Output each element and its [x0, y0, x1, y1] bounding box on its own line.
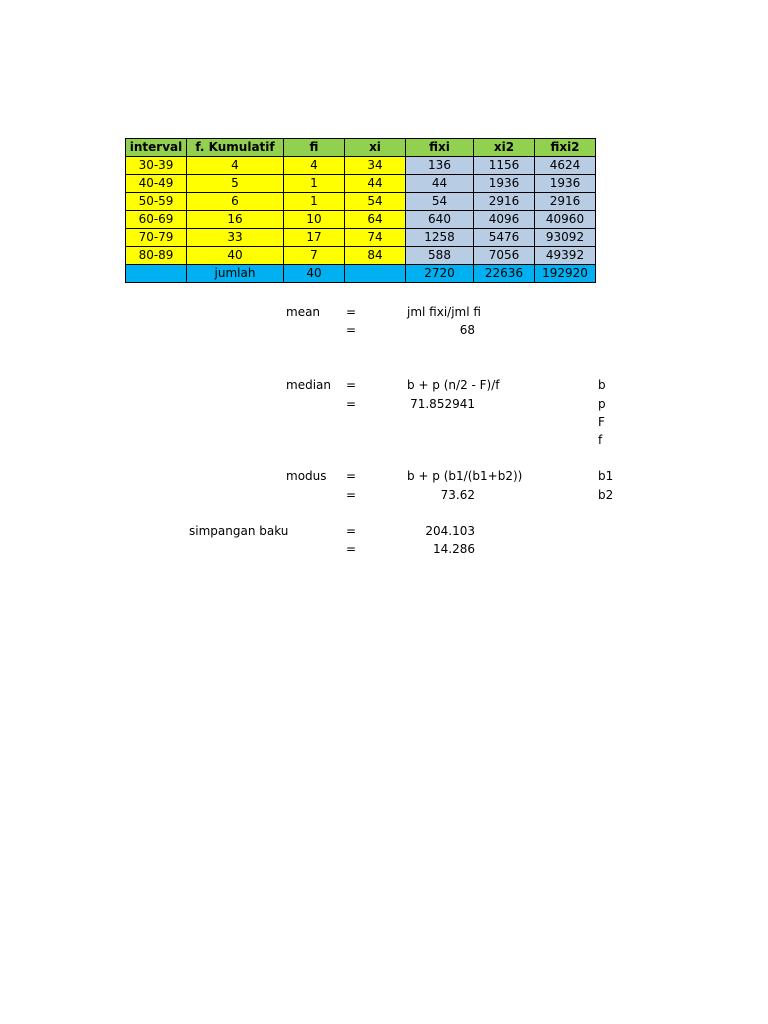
- cell: 30-39: [126, 157, 187, 175]
- cell: 4: [187, 157, 284, 175]
- total-fixi2: 192920: [535, 265, 596, 283]
- col-header-f-kumulatif: f. Kumulatif: [187, 139, 284, 157]
- cell: 40-49: [126, 175, 187, 193]
- mean-value: 68: [459, 323, 475, 337]
- cell: 640: [406, 211, 474, 229]
- median-value: 71.852941: [410, 397, 475, 411]
- cell: 1936: [535, 175, 596, 193]
- modus-formula: b + p (b1/(b1+b2)): [407, 469, 523, 483]
- median-var-F: F: [598, 415, 605, 429]
- cell: 4096: [474, 211, 535, 229]
- cell: 1156: [474, 157, 535, 175]
- cell: 5476: [474, 229, 535, 247]
- cell: 4: [284, 157, 345, 175]
- cell: 2916: [535, 193, 596, 211]
- cell: 40960: [535, 211, 596, 229]
- cell: 2916: [474, 193, 535, 211]
- total-fi: 40: [284, 265, 345, 283]
- median-label: median: [286, 378, 331, 392]
- cell: 64: [345, 211, 406, 229]
- cell: 17: [284, 229, 345, 247]
- cell: 1: [284, 175, 345, 193]
- cell: 16: [187, 211, 284, 229]
- table-row: [126, 193, 596, 211]
- sd-value: 14.286: [433, 542, 475, 556]
- total-fixi: 2720: [406, 265, 474, 283]
- sd-label: simpangan baku: [189, 524, 289, 538]
- col-header-fi: fi: [284, 139, 345, 157]
- mean-formula: jml fixi/jml fi: [407, 305, 481, 319]
- modus-value: 73.62: [440, 488, 475, 502]
- frequency-table: [125, 138, 596, 283]
- total-row: [126, 265, 596, 283]
- cell: 7056: [474, 247, 535, 265]
- modus-label: modus: [286, 469, 327, 483]
- cell: 74: [345, 229, 406, 247]
- total-cell: [126, 265, 187, 283]
- cell: 44: [406, 175, 474, 193]
- cell: 80-89: [126, 247, 187, 265]
- col-header-xi: xi: [345, 139, 406, 157]
- table-row: [126, 211, 596, 229]
- cell: 70-79: [126, 229, 187, 247]
- modus-equals-2: =: [346, 488, 357, 502]
- table-row: [126, 175, 596, 193]
- mean-equals-2: =: [346, 323, 357, 337]
- sd-equals-2: =: [346, 542, 357, 556]
- cell: 7: [284, 247, 345, 265]
- cell: 93092: [535, 229, 596, 247]
- cell: 44: [345, 175, 406, 193]
- cell: 5: [187, 175, 284, 193]
- mean-equals: =: [346, 305, 357, 319]
- col-header-fixi2: fixi2: [535, 139, 596, 157]
- median-var-b: b: [598, 378, 606, 392]
- cell: 49392: [535, 247, 596, 265]
- cell: 4624: [535, 157, 596, 175]
- cell: 84: [345, 247, 406, 265]
- cell: 60-69: [126, 211, 187, 229]
- cell: 1936: [474, 175, 535, 193]
- table-row: [126, 247, 596, 265]
- median-var-p: p: [598, 397, 606, 411]
- median-formula: b + p (n/2 - F)/f: [407, 378, 500, 392]
- total-cell: [345, 265, 406, 283]
- mean-label: mean: [286, 305, 321, 319]
- total-xi2: 22636: [474, 265, 535, 283]
- cell: 1258: [406, 229, 474, 247]
- modus-equals: =: [346, 469, 357, 483]
- cell: 588: [406, 247, 474, 265]
- col-header-xi2: xi2: [474, 139, 535, 157]
- cell: 54: [406, 193, 474, 211]
- cell: 136: [406, 157, 474, 175]
- sd-variance-value: 204.103: [425, 524, 475, 538]
- cell: 6: [187, 193, 284, 211]
- modus-var-b2: b2: [598, 488, 614, 502]
- col-header-interval: interval: [126, 139, 187, 157]
- table-row: [126, 157, 596, 175]
- median-equals: =: [346, 378, 357, 392]
- total-label: jumlah: [187, 265, 284, 283]
- median-var-f: f: [598, 433, 603, 447]
- cell: 1: [284, 193, 345, 211]
- cell: 33: [187, 229, 284, 247]
- cell: 50-59: [126, 193, 187, 211]
- cell: 54: [345, 193, 406, 211]
- sd-equals: =: [346, 524, 357, 538]
- header-row: [126, 139, 596, 157]
- cell: 40: [187, 247, 284, 265]
- median-equals-2: =: [346, 397, 357, 411]
- table-row: [126, 229, 596, 247]
- cell: 34: [345, 157, 406, 175]
- modus-var-b1: b1: [598, 469, 614, 483]
- col-header-fixi: fixi: [406, 139, 474, 157]
- cell: 10: [284, 211, 345, 229]
